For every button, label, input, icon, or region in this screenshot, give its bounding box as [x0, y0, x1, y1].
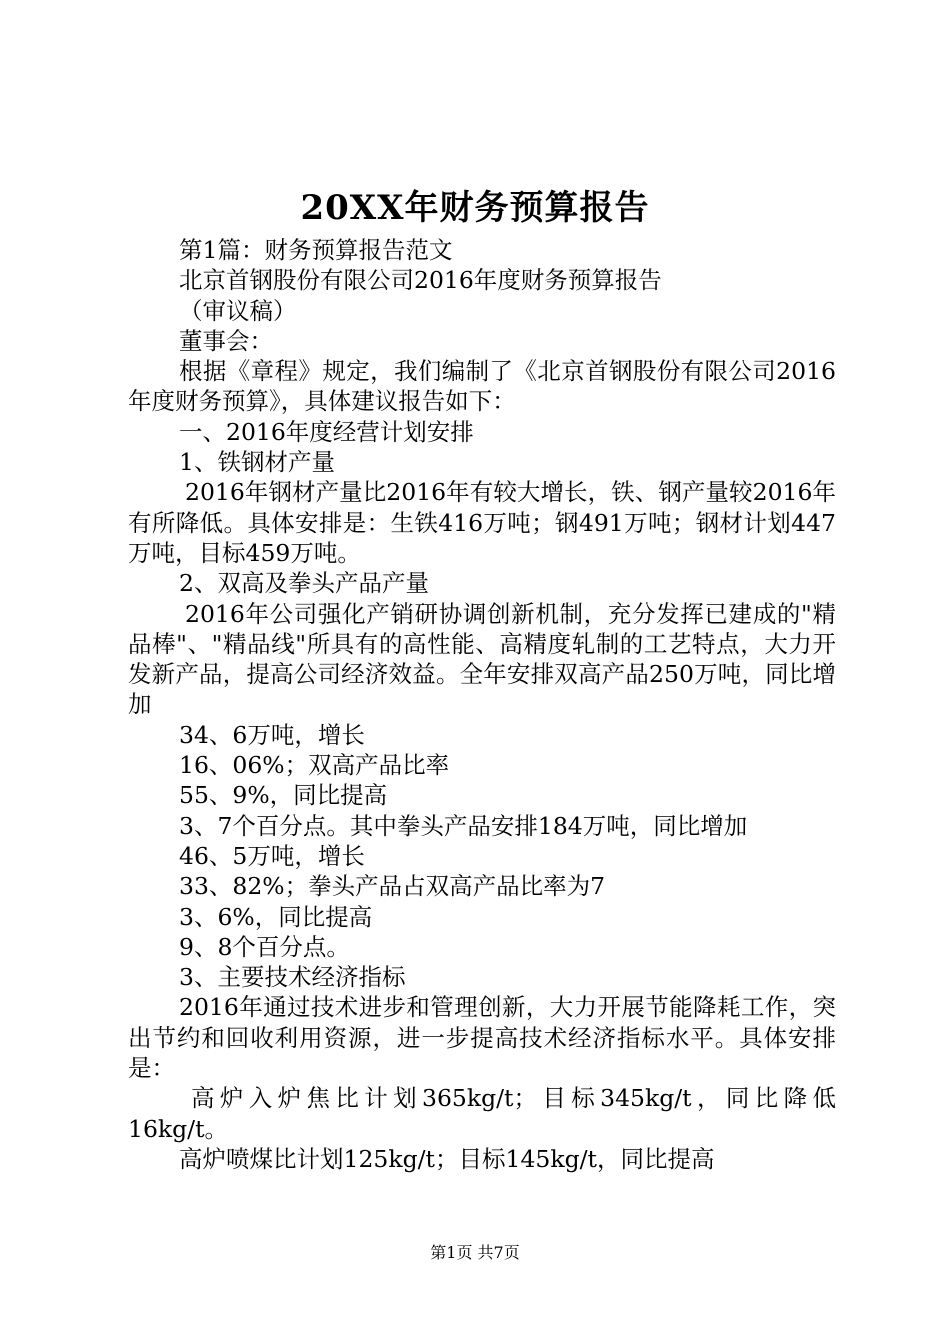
subsection-heading: 2、双高及拳头产品产量: [179, 569, 429, 598]
body-line: 3、6%，同比提高: [179, 902, 373, 931]
body-line: 55、9%，同比提高: [179, 781, 388, 810]
section-heading: 一、2016年度经营计划安排: [179, 417, 474, 446]
body-paragraph: 根据《章程》规定，我们编制了《北京首钢股份有限公司2016年度财务预算》，具体建议报告如下：: [128, 357, 836, 416]
document-title: 20XX年财务预算报告: [300, 188, 650, 228]
body-line: 3、7个百分点。其中拳头产品安排184万吨，同比增加: [179, 811, 748, 840]
body-line: 16、06%；双高产品比率: [179, 751, 450, 780]
page-indicator: 第1页 共7页: [430, 1243, 520, 1262]
body-paragraph: 2016年公司强化产销研协调创新机制，充分发挥已建成的"精品棒"、"精品线"所具有的高性能、高精度轧制的工艺特点，大力开发新产品，提高公司经济效益。全年安排双高产品250万吨，同比增加: [128, 599, 836, 719]
salutation: 董事会：: [179, 326, 273, 355]
document-body: [128, 235, 836, 1174]
body-paragraph: 高炉入炉焦比计划365kg/t；目标345kg/t，同比降低16kg/t。: [128, 1084, 836, 1143]
body-paragraph: 2016年通过技术进步和管理创新，大力开展节能降耗工作，突出节约和回收利用资源，进一步提高技术经济指标水平。具体安排是：: [128, 993, 836, 1083]
body-line: 34、6万吨，增长: [179, 720, 365, 749]
subsection-heading: 1、铁钢材产量: [179, 448, 335, 477]
body-line: 9、8个百分点。: [179, 932, 350, 961]
body-line: 33、82%；拳头产品占双高产品比率为7: [179, 872, 606, 901]
body-line: 46、5万吨，增长: [179, 841, 365, 870]
subsection-heading: 3、主要技术经济指标: [179, 963, 406, 992]
section-heading: 第1篇：财务预算报告范文: [179, 236, 453, 264]
report-title-line: 北京首钢股份有限公司2016年度财务预算报告: [179, 266, 662, 295]
draft-note: （审议稿）: [179, 296, 297, 325]
body-line: 高炉喷煤比计划125kg/t；目标145kg/t，同比提高: [179, 1144, 715, 1173]
body-paragraph: 2016年钢材产量比2016年有较大增长，铁、钢产量较2016年有所降低。具体安排是：生铁416万吨；钢491万吨；钢材计划447万吨，目标459万吨。: [128, 478, 836, 567]
